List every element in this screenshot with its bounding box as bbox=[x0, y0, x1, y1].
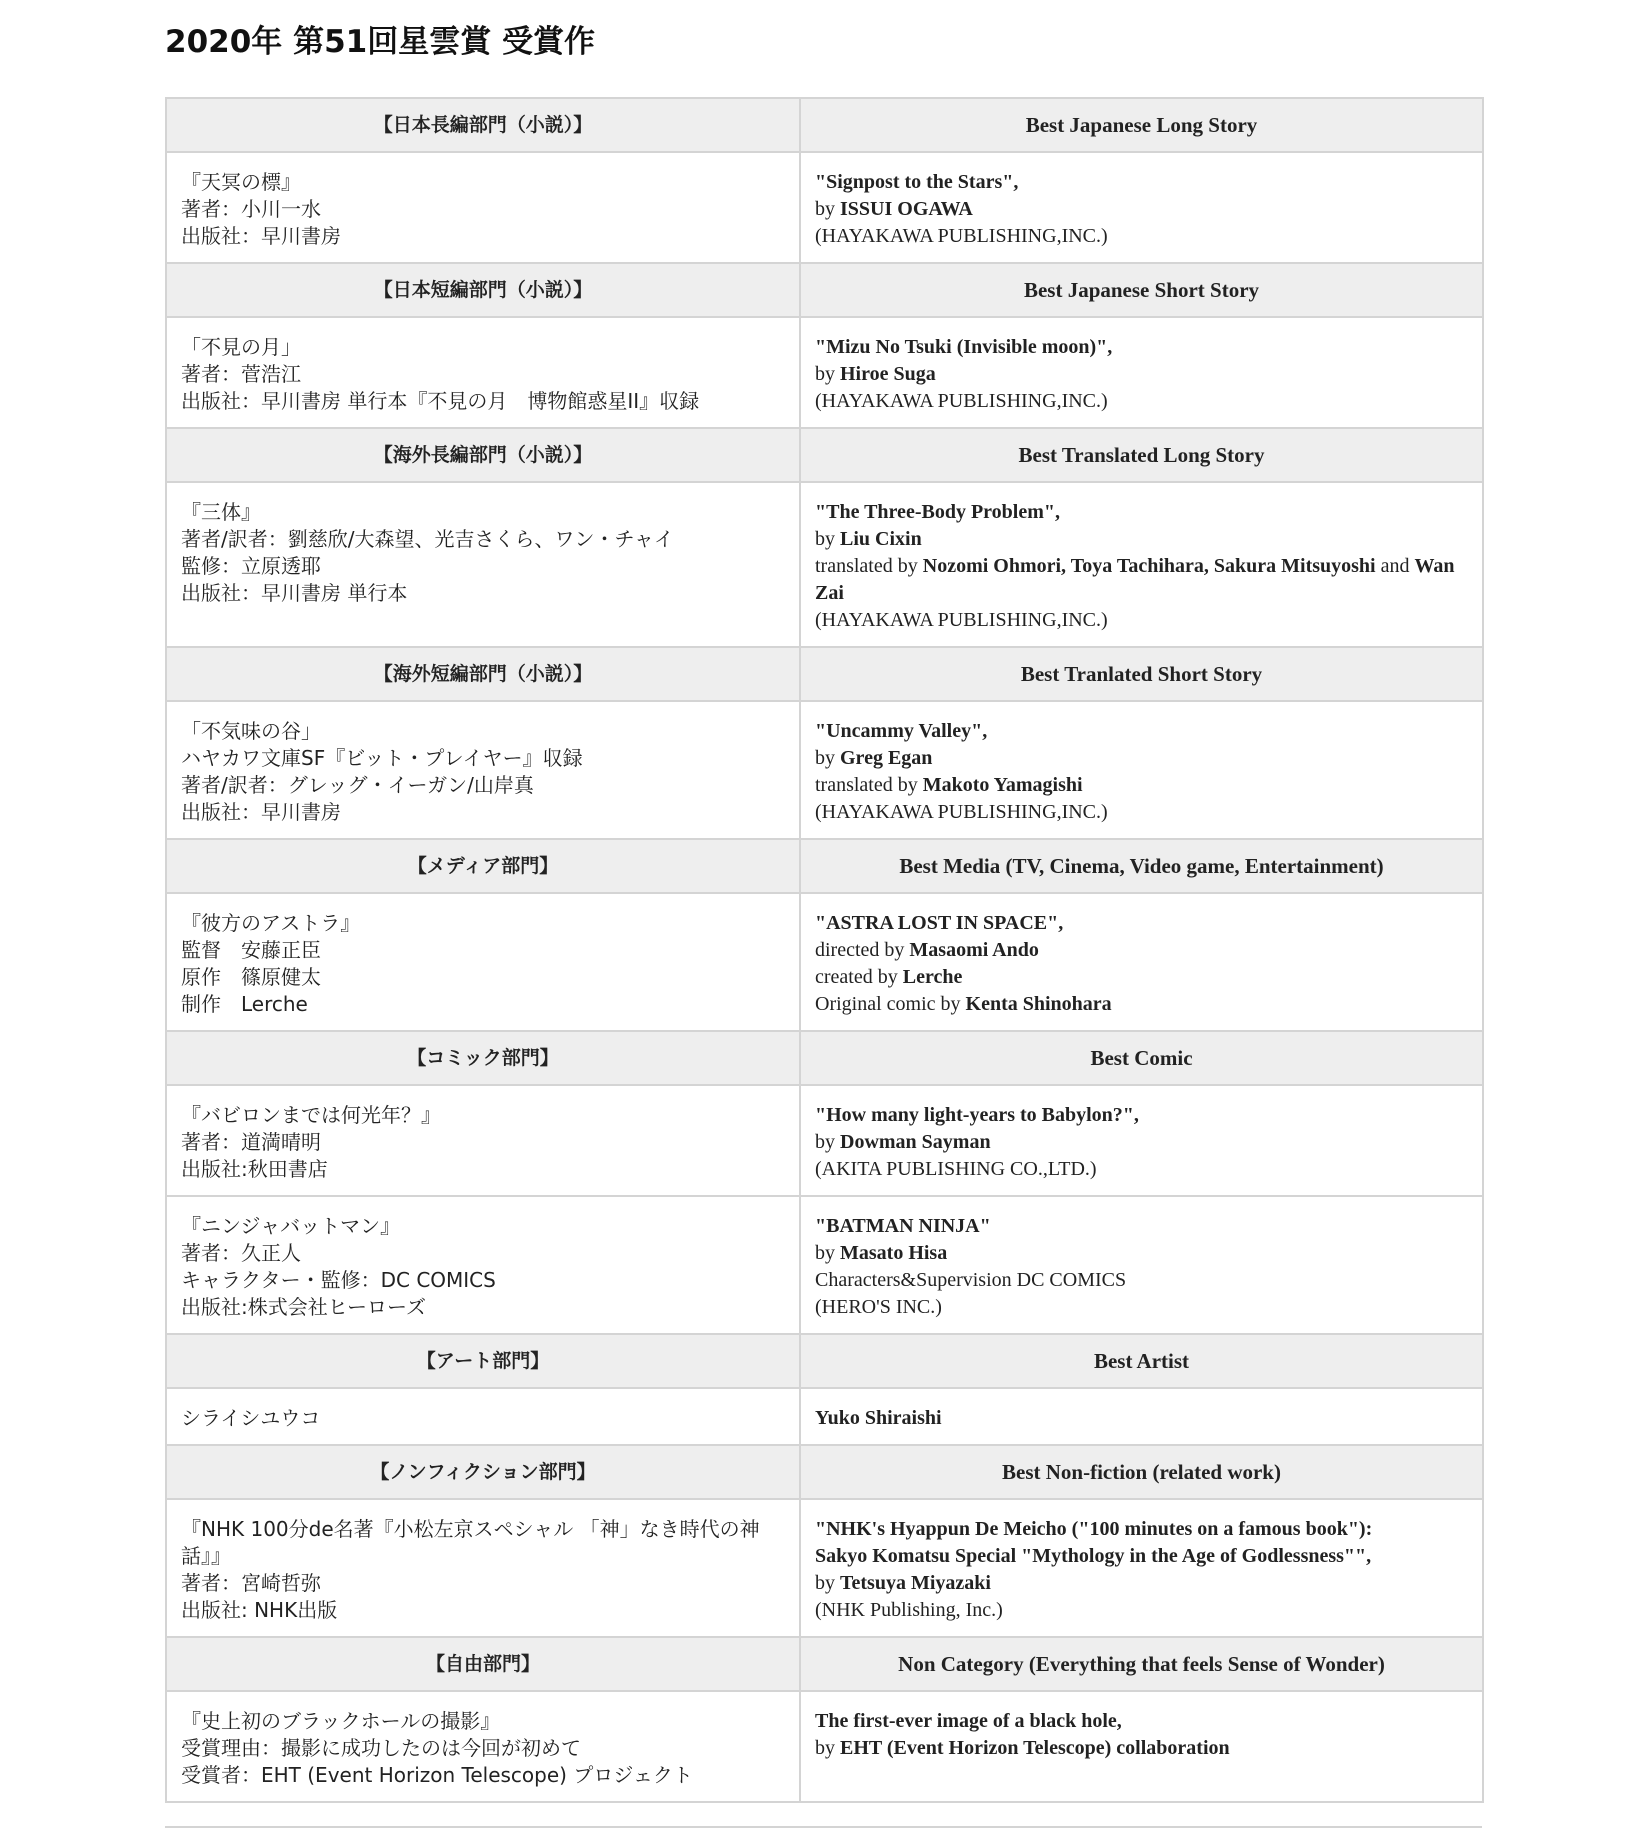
en-detail-line bbox=[815, 607, 1468, 634]
en-detail-bold-text: Masato Hisa bbox=[840, 1242, 948, 1264]
jp-detail-line: 出版社: NHK出版 bbox=[181, 1598, 338, 1622]
section-header-row bbox=[166, 1031, 1483, 1085]
en-detail-line bbox=[815, 1156, 1468, 1183]
en-detail-text: by bbox=[815, 747, 840, 769]
award-entry-row bbox=[166, 701, 1483, 839]
section-header-row bbox=[166, 1637, 1483, 1691]
work-details-jp bbox=[166, 317, 800, 428]
en-detail-bold-text: Nozomi Ohmori, Toya Tachihara, Sakura Mitsuyoshi bbox=[922, 555, 1376, 577]
category-header-en: Best Comic bbox=[800, 1031, 1483, 1085]
work-details-jp bbox=[166, 701, 800, 839]
work-details-en bbox=[800, 701, 1483, 839]
en-detail-bold-text: Masaomi Ando bbox=[909, 939, 1039, 961]
jp-detail-line: 著者：久正人 bbox=[181, 1241, 301, 1265]
en-detail-line bbox=[815, 1708, 1468, 1735]
en-detail-text: and bbox=[1375, 555, 1415, 577]
en-detail-bold-text: Sakyo Komatsu Special "Mythology in the Age of Godlessness"", bbox=[815, 1545, 1372, 1567]
category-header-en: Best Japanese Long Story bbox=[800, 98, 1483, 152]
en-detail-line bbox=[815, 799, 1468, 826]
award-entry-row bbox=[166, 1085, 1483, 1196]
jp-detail-line: 『バビロンまでは何光年？』 bbox=[181, 1103, 441, 1127]
en-detail-line bbox=[815, 1516, 1468, 1543]
en-detail-bold-text: The first-ever image of a black hole, bbox=[815, 1710, 1122, 1732]
en-detail-line bbox=[815, 1735, 1468, 1762]
en-detail-bold-text: Tetsuya Miyazaki bbox=[840, 1572, 991, 1594]
en-detail-line bbox=[815, 526, 1468, 553]
section-header-row bbox=[166, 263, 1483, 317]
en-detail-bold-text: Makoto Yamagishi bbox=[922, 774, 1083, 796]
en-detail-bold-text: "Signpost to the Stars", bbox=[815, 171, 1019, 193]
en-detail-bold-text: Lerche bbox=[902, 966, 963, 988]
en-detail-text: directed by bbox=[815, 939, 910, 961]
category-header-en: Best Tranlated Short Story bbox=[800, 647, 1483, 701]
work-details-en bbox=[800, 1085, 1483, 1196]
en-detail-text: Characters&Supervision DC COMICS bbox=[815, 1269, 1127, 1291]
category-header-en: Non Category (Everything that feels Sense of Wonder) bbox=[800, 1637, 1483, 1691]
award-entry-row bbox=[166, 317, 1483, 428]
work-details-en bbox=[800, 1388, 1483, 1445]
jp-detail-line: 『彼方のアストラ』 bbox=[181, 911, 361, 935]
en-detail-text: translated by bbox=[815, 774, 923, 796]
en-detail-bold-text: Liu Cixin bbox=[840, 528, 922, 550]
en-detail-text: (AKITA PUBLISHING CO.,LTD.) bbox=[815, 1158, 1097, 1180]
en-detail-line bbox=[815, 1240, 1468, 1267]
jp-detail-line: 出版社：早川書房 単行本 bbox=[181, 581, 408, 605]
category-header-en: Best Japanese Short Story bbox=[800, 263, 1483, 317]
jp-detail-line: 制作 Lerche bbox=[181, 992, 308, 1016]
en-detail-bold-text: Hiroe Suga bbox=[840, 363, 936, 385]
en-detail-bold-text: Wan Zai bbox=[815, 555, 1455, 604]
en-detail-text: created by bbox=[815, 966, 903, 988]
en-detail-line bbox=[815, 937, 1468, 964]
work-details-en bbox=[800, 893, 1483, 1031]
en-detail-bold-text: Dowman Sayman bbox=[840, 1131, 991, 1153]
jp-detail-line: 受賞理由：撮影に成功したのは今回が初めて bbox=[181, 1736, 581, 1760]
jp-detail-line: 『史上初のブラックホールの撮影』 bbox=[181, 1709, 501, 1733]
jp-detail-line: ハヤカワ文庫SF『ビット・プレイヤー』収録 bbox=[181, 746, 583, 770]
work-details-en bbox=[800, 1499, 1483, 1637]
award-entry-row bbox=[166, 893, 1483, 1031]
category-header-jp: 【海外長編部門（小説）】 bbox=[166, 428, 800, 482]
work-details-jp bbox=[166, 1085, 800, 1196]
en-detail-text: by bbox=[815, 528, 840, 550]
en-detail-text: (HAYAKAWA PUBLISHING,INC.) bbox=[815, 801, 1108, 823]
en-detail-bold-text: "How many light-years to Babylon?", bbox=[815, 1104, 1139, 1126]
category-header-jp: 【メディア部門】 bbox=[166, 839, 800, 893]
jp-detail-line: 著者/訳者：劉慈欣/大森望、光吉さくら、ワン・チャイ bbox=[181, 527, 674, 551]
en-detail-line bbox=[815, 1267, 1468, 1294]
en-detail-bold-text: Kenta Shinohara bbox=[965, 993, 1112, 1015]
work-details-en bbox=[800, 152, 1483, 263]
jp-detail-line: 出版社:株式会社ヒーローズ bbox=[181, 1295, 426, 1319]
category-header-en: Best Non-fiction (related work) bbox=[800, 1445, 1483, 1499]
work-details-en bbox=[800, 1196, 1483, 1334]
en-detail-text: by bbox=[815, 363, 840, 385]
category-header-en: Best Artist bbox=[800, 1334, 1483, 1388]
en-detail-text: (HAYAKAWA PUBLISHING,INC.) bbox=[815, 390, 1108, 412]
en-detail-line bbox=[815, 991, 1468, 1018]
jp-detail-line: 「不気味の谷」 bbox=[181, 719, 321, 743]
work-details-jp bbox=[166, 1499, 800, 1637]
en-detail-bold-text: "Uncammy Valley", bbox=[815, 720, 988, 742]
jp-detail-line: 著者/訳者：グレッグ・イーガン/山岸真 bbox=[181, 773, 534, 797]
en-detail-line bbox=[815, 223, 1468, 250]
bottom-divider bbox=[165, 1826, 1482, 1828]
jp-detail-line: 『天冥の標』 bbox=[181, 170, 301, 194]
en-detail-bold-text: ISSUI OGAWA bbox=[840, 198, 973, 220]
category-header-en: Best Translated Long Story bbox=[800, 428, 1483, 482]
section-header-row bbox=[166, 1334, 1483, 1388]
section-header-row bbox=[166, 98, 1483, 152]
en-detail-line bbox=[815, 1570, 1468, 1597]
en-detail-bold-text: Yuko Shiraishi bbox=[815, 1407, 942, 1429]
jp-detail-line: 著者：菅浩江 bbox=[181, 362, 301, 386]
en-detail-bold-text: "NHK's Hyappun De Meicho ("100 minutes on a famous book"): bbox=[815, 1518, 1373, 1540]
en-detail-line bbox=[815, 1597, 1468, 1624]
work-details-en bbox=[800, 317, 1483, 428]
en-detail-line bbox=[815, 718, 1468, 745]
work-details-jp bbox=[166, 1196, 800, 1334]
en-detail-text: (HERO'S INC.) bbox=[815, 1296, 942, 1318]
jp-detail-line: 監督 安藤正臣 bbox=[181, 938, 321, 962]
jp-detail-line: 著者：小川一水 bbox=[181, 197, 321, 221]
en-detail-text: (HAYAKAWA PUBLISHING,INC.) bbox=[815, 225, 1108, 247]
work-details-jp bbox=[166, 482, 800, 647]
awards-table-body bbox=[166, 98, 1483, 1802]
en-detail-line bbox=[815, 499, 1468, 526]
work-details-en bbox=[800, 482, 1483, 647]
category-header-jp: 【日本短編部門（小説）】 bbox=[166, 263, 800, 317]
award-entry-row bbox=[166, 1691, 1483, 1802]
en-detail-bold-text: "The Three-Body Problem", bbox=[815, 501, 1060, 523]
en-detail-text: by bbox=[815, 1737, 840, 1759]
category-header-jp: 【アート部門】 bbox=[166, 1334, 800, 1388]
en-detail-line bbox=[815, 1543, 1468, 1570]
en-detail-line bbox=[815, 1213, 1468, 1240]
jp-detail-line: シライシユウコ bbox=[181, 1406, 321, 1430]
en-detail-line bbox=[815, 1294, 1468, 1321]
en-detail-text: translated by bbox=[815, 555, 923, 577]
jp-detail-line: 『三体』 bbox=[181, 500, 261, 524]
en-detail-line bbox=[815, 910, 1468, 937]
en-detail-text: by bbox=[815, 198, 840, 220]
en-detail-line bbox=[815, 1129, 1468, 1156]
award-entry-row bbox=[166, 152, 1483, 263]
awards-table bbox=[165, 97, 1484, 1803]
en-detail-bold-text: Greg Egan bbox=[840, 747, 933, 769]
en-detail-text: (HAYAKAWA PUBLISHING,INC.) bbox=[815, 609, 1108, 631]
jp-detail-line: 出版社：早川書房 単行本『不見の月 博物館惑星II』収録 bbox=[181, 389, 700, 413]
award-entry-row bbox=[166, 482, 1483, 647]
en-detail-bold-text: "ASTRA LOST IN SPACE", bbox=[815, 912, 1064, 934]
en-detail-text: (NHK Publishing, Inc.) bbox=[815, 1599, 1003, 1621]
work-details-en bbox=[800, 1691, 1483, 1802]
en-detail-line bbox=[815, 1405, 1468, 1432]
en-detail-text: by bbox=[815, 1131, 840, 1153]
section-header-row bbox=[166, 839, 1483, 893]
en-detail-text: Original comic by bbox=[815, 993, 966, 1015]
jp-detail-line: 出版社:秋田書店 bbox=[181, 1157, 328, 1181]
category-header-jp: 【コミック部門】 bbox=[166, 1031, 800, 1085]
en-detail-line bbox=[815, 553, 1468, 607]
en-detail-bold-text: "BATMAN NINJA" bbox=[815, 1215, 991, 1237]
page-title: 2020年 第51回星雲賞 受賞作 bbox=[165, 24, 596, 60]
en-detail-bold-text: EHT (Event Horizon Telescope) collaboration bbox=[840, 1737, 1230, 1759]
en-detail-line bbox=[815, 196, 1468, 223]
category-header-jp: 【海外短編部門（小説）】 bbox=[166, 647, 800, 701]
en-detail-line bbox=[815, 169, 1468, 196]
section-header-row bbox=[166, 428, 1483, 482]
work-details-jp bbox=[166, 1691, 800, 1802]
category-header-en: Best Media (TV, Cinema, Video game, Entertainment) bbox=[800, 839, 1483, 893]
jp-detail-line: 原作 篠原健太 bbox=[181, 965, 321, 989]
award-entry-row bbox=[166, 1499, 1483, 1637]
en-detail-line bbox=[815, 334, 1468, 361]
jp-detail-line: 著者：道満晴明 bbox=[181, 1130, 321, 1154]
en-detail-line bbox=[815, 388, 1468, 415]
en-detail-line bbox=[815, 745, 1468, 772]
en-detail-text: by bbox=[815, 1572, 840, 1594]
jp-detail-line: 『ニンジャバットマン』 bbox=[181, 1214, 401, 1238]
en-detail-line bbox=[815, 361, 1468, 388]
en-detail-line bbox=[815, 1102, 1468, 1129]
award-entry-row bbox=[166, 1196, 1483, 1334]
category-header-jp: 【自由部門】 bbox=[166, 1637, 800, 1691]
work-details-jp bbox=[166, 893, 800, 1031]
section-header-row bbox=[166, 1445, 1483, 1499]
jp-detail-line: キャラクター・監修：DC COMICS bbox=[181, 1268, 496, 1292]
en-detail-bold-text: "Mizu No Tsuki (Invisible moon)", bbox=[815, 336, 1113, 358]
jp-detail-line: 出版社：早川書房 bbox=[181, 224, 341, 248]
jp-detail-line: 『NHK 100分de名著『小松左京スペシャル 「神」なき時代の神話』』 bbox=[181, 1517, 760, 1568]
en-detail-line bbox=[815, 772, 1468, 799]
work-details-jp bbox=[166, 152, 800, 263]
award-entry-row bbox=[166, 1388, 1483, 1445]
jp-detail-line: 出版社：早川書房 bbox=[181, 800, 341, 824]
en-detail-text: by bbox=[815, 1242, 840, 1264]
jp-detail-line: 受賞者：EHT (Event Horizon Telescope) プロジェクト bbox=[181, 1763, 693, 1787]
category-header-jp: 【日本長編部門（小説）】 bbox=[166, 98, 800, 152]
jp-detail-line: 監修：立原透耶 bbox=[181, 554, 321, 578]
category-header-jp: 【ノンフィクション部門】 bbox=[166, 1445, 800, 1499]
en-detail-line bbox=[815, 964, 1468, 991]
jp-detail-line: 著者：宮崎哲弥 bbox=[181, 1571, 321, 1595]
work-details-jp bbox=[166, 1388, 800, 1445]
section-header-row bbox=[166, 647, 1483, 701]
jp-detail-line: 「不見の月」 bbox=[181, 335, 301, 359]
